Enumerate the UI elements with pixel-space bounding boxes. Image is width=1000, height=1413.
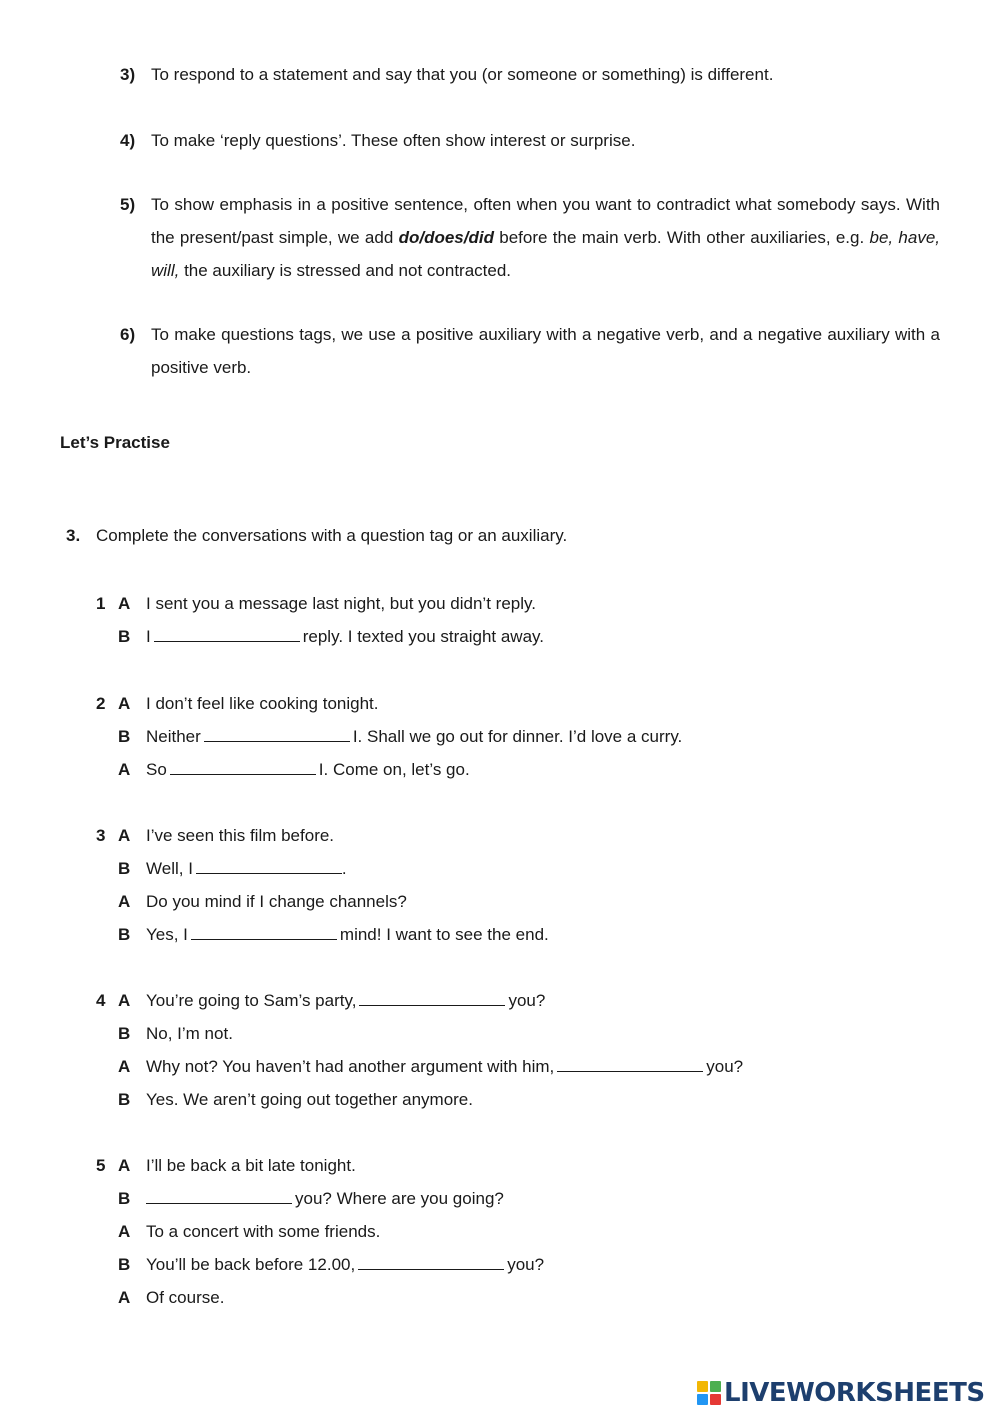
- conversation-line: [96, 1088, 473, 1112]
- speaker-label: A: [118, 594, 131, 613]
- speaker-label: A: [118, 991, 131, 1010]
- logo-mark-icon: [697, 1381, 721, 1405]
- rule-number: 6): [120, 325, 136, 344]
- conversation-number: 4: [96, 991, 106, 1010]
- conversation-number: 2: [96, 694, 106, 713]
- exercise-number: 3.: [66, 526, 81, 545]
- answer-blank[interactable]: [170, 760, 316, 775]
- line-text: Why not? You haven’t had another argument with him,: [146, 1057, 555, 1076]
- speaker-label: B: [118, 727, 131, 746]
- rule-emphasis: do/does/did: [398, 228, 494, 247]
- conversation-line: [96, 824, 334, 848]
- conversation-line: [96, 692, 378, 716]
- answer-blank[interactable]: [358, 1255, 504, 1270]
- rule-3: [120, 58, 940, 91]
- line-text: I’ll be back a bit late tonight.: [146, 1156, 356, 1175]
- conversation-line: [96, 890, 407, 914]
- exercise-text: Complete the conversations with a question tag or an auxiliary.: [96, 526, 568, 545]
- speaker-label: A: [118, 826, 131, 845]
- conversation-line: [96, 625, 544, 649]
- rule-4: [120, 124, 940, 157]
- logo-square: [697, 1381, 708, 1392]
- conversation-line: [96, 1187, 504, 1211]
- conversation-line: [96, 1154, 356, 1178]
- answer-blank[interactable]: [146, 1189, 292, 1204]
- rule-5: [120, 188, 940, 287]
- line-text: you?: [507, 1255, 545, 1274]
- line-text: you?: [706, 1057, 744, 1076]
- line-text: I. Shall we go out for dinner. I’d love a curry.: [352, 727, 683, 746]
- conversation-line: [96, 758, 470, 782]
- logo-square: [697, 1394, 708, 1405]
- answer-blank[interactable]: [196, 859, 342, 874]
- speaker-label: A: [118, 1156, 131, 1175]
- line-text: I’ve seen this film before.: [146, 826, 335, 845]
- rule-text-part: before the main verb. With other auxiliaries, e.g.: [493, 228, 870, 247]
- conversation-line: [96, 923, 549, 947]
- rule-number: 3): [120, 65, 136, 84]
- speaker-label: A: [118, 694, 131, 713]
- conversation-line: [96, 857, 347, 881]
- conversation-line: [96, 1220, 380, 1244]
- speaker-label: B: [118, 1090, 131, 1109]
- conversation-line: [96, 725, 682, 749]
- line-text: I. Come on, let’s go.: [318, 760, 470, 779]
- conversation-line: [96, 1055, 743, 1079]
- line-text: To a concert with some friends.: [146, 1222, 381, 1241]
- line-text: .: [341, 859, 347, 878]
- rule-text: [151, 188, 940, 287]
- speaker-label: A: [118, 892, 131, 911]
- line-text: mind! I want to see the end.: [339, 925, 549, 944]
- speaker-label: A: [118, 1288, 131, 1307]
- speaker-label: B: [118, 1189, 131, 1208]
- line-text: Of course.: [146, 1288, 225, 1307]
- rule-text: To make ‘reply questions’. These often show interest or surprise.: [151, 131, 636, 150]
- rule-number: 4): [120, 131, 136, 150]
- line-text: So: [146, 760, 167, 779]
- rule-text: To respond to a statement and say that you (or someone or something) is different.: [151, 65, 774, 84]
- line-text: Do you mind if I change channels?: [146, 892, 407, 911]
- speaker-label: A: [118, 1057, 131, 1076]
- line-text: I sent you a message last night, but you didn’t reply.: [146, 594, 536, 613]
- logo-square: [710, 1394, 721, 1405]
- conversation-number: 5: [96, 1156, 106, 1175]
- answer-blank[interactable]: [204, 727, 350, 742]
- line-text: You’ll be back before 12.00,: [146, 1255, 356, 1274]
- logo-square: [710, 1381, 721, 1392]
- line-text: you? Where are you going?: [295, 1189, 504, 1208]
- line-text: Yes. We aren’t going out together anymore.: [146, 1090, 473, 1109]
- rule-6: [120, 318, 940, 384]
- conversation-line: [96, 592, 536, 616]
- conversation-number: 1: [96, 594, 106, 613]
- speaker-label: B: [118, 925, 131, 944]
- speaker-label: B: [118, 627, 131, 646]
- speaker-label: B: [118, 859, 131, 878]
- logo-text: LIVEWORKSHEETS: [724, 1378, 985, 1408]
- conversation-line: [96, 1286, 224, 1310]
- rule-italic: be, have, will,: [151, 228, 940, 280]
- answer-blank[interactable]: [154, 627, 300, 642]
- answer-blank[interactable]: [359, 991, 505, 1006]
- line-text: reply. I texted you straight away.: [302, 627, 544, 646]
- liveworksheets-logo: [697, 1378, 985, 1408]
- line-text: I: [146, 627, 151, 646]
- line-text: Well, I: [146, 859, 193, 878]
- rule-text-part: the auxiliary is stressed and not contracted.: [179, 261, 512, 280]
- line-text: you?: [508, 991, 546, 1010]
- rule-number: 5): [120, 195, 136, 214]
- speaker-label: B: [118, 1255, 131, 1274]
- conversation-line: [96, 989, 545, 1013]
- line-text: You’re going to Sam’s party,: [146, 991, 357, 1010]
- line-text: Yes, I: [146, 925, 188, 944]
- line-text: I don’t feel like cooking tonight.: [146, 694, 379, 713]
- conversation-line: [96, 1253, 544, 1277]
- speaker-label: A: [118, 1222, 131, 1241]
- exercise-instruction: [66, 526, 567, 546]
- speaker-label: B: [118, 1024, 131, 1043]
- conversation-line: [96, 1022, 233, 1046]
- section-title: Let’s Practise: [60, 433, 170, 452]
- speaker-label: A: [118, 760, 131, 779]
- rule-text: To make questions tags, we use a positive auxiliary with a negative verb, and a negative auxiliary with a positive verb.: [151, 325, 940, 377]
- rule-text-part: To show emphasis in a positive sentence, often when you want to contradict what somebody says. With the present/past simple, we add: [151, 195, 940, 247]
- conversation-number: 3: [96, 826, 106, 845]
- line-text: Neither: [146, 727, 201, 746]
- answer-blank[interactable]: [557, 1057, 703, 1072]
- line-text: No, I’m not.: [146, 1024, 233, 1043]
- answer-blank[interactable]: [191, 925, 337, 940]
